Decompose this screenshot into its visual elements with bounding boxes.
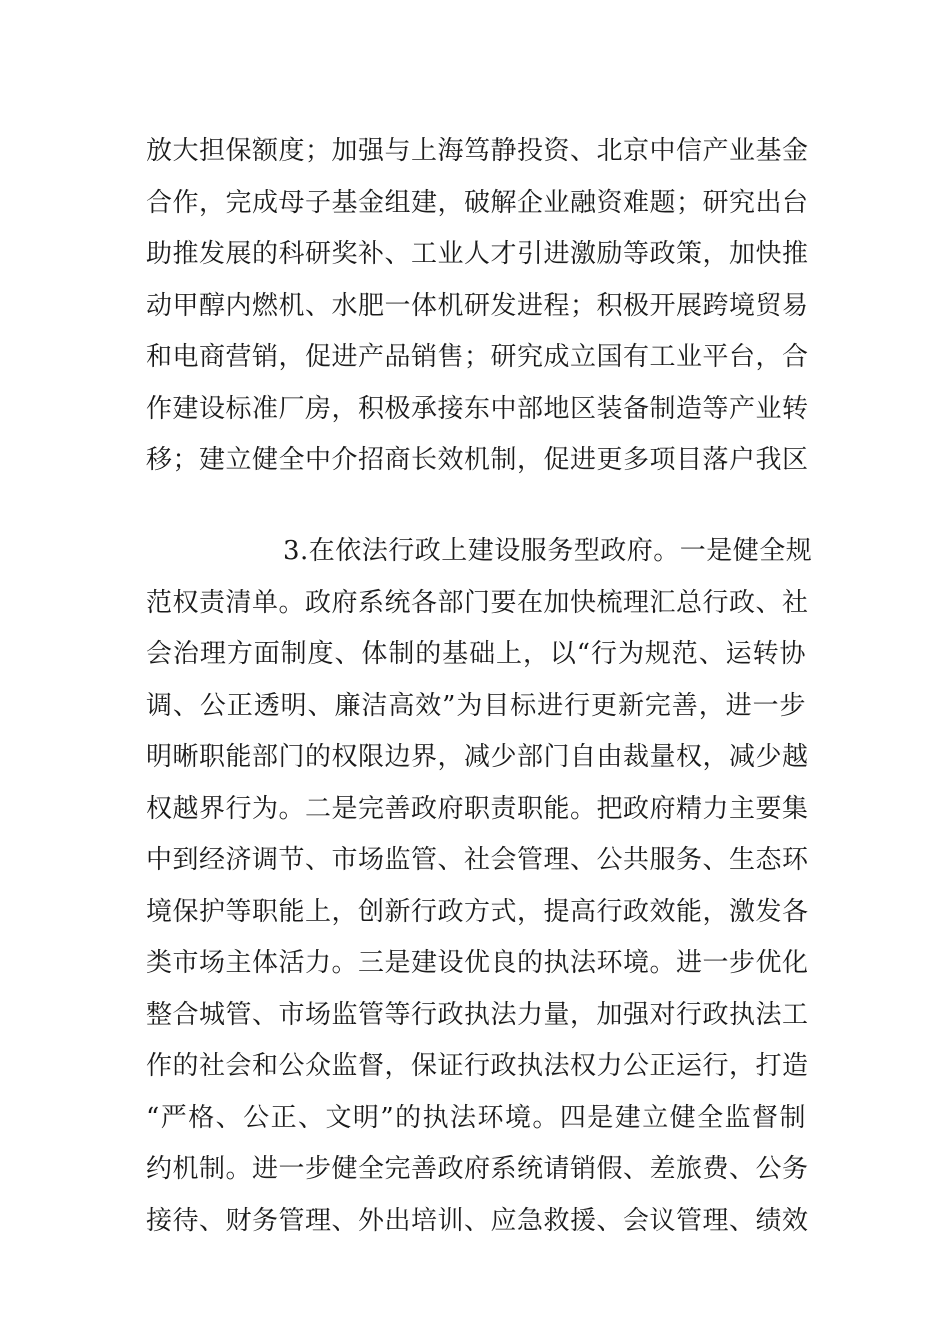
paragraph-1-line-4: 动甲醇内燃机、水肥一体机研发进程；积极开展跨境贸易: [146, 291, 809, 321]
paragraph-1-line-1: 放大担保额度；加强与上海笃静投资、北京中信产业基金: [146, 136, 809, 166]
paragraph-1-line-5: 和电商营销，促进产品销售；研究成立国有工业平台，合: [146, 342, 809, 372]
paragraph-2-line-7: 中到经济调节、市场监管、社会管理、公共服务、生态环: [146, 845, 809, 875]
paragraph-2-line-12: “严格、公正、文明”的执法环境。四是建立健全监督制: [146, 1103, 806, 1133]
paragraph-2-line-14: 接待、财务管理、外出培训、应急救援、会议管理、绩效: [146, 1206, 809, 1236]
paragraph-2-line-9: 类市场主体活力。三是建设优良的执法环境。进一步优化: [146, 948, 809, 978]
paragraph-1-line-7: 移；建立健全中介招商长效机制，促进更多项目落户我区: [146, 445, 809, 475]
paragraph-2-line-13: 约机制。进一步健全完善政府系统请销假、差旅费、公务: [146, 1154, 809, 1184]
paragraph-1-line-6: 作建设标准厂房，积极承接东中部地区装备制造等产业转: [146, 394, 809, 424]
paragraph-2-line-4: 调、公正透明、廉洁高效”为目标进行更新完善，进一步: [146, 691, 806, 721]
paragraph-2-line-10: 整合城管、市场监管等行政执法力量，加强对行政执法工: [146, 1000, 809, 1030]
paragraph-2-line-2: 范权责清单。政府系统各部门要在加快梳理汇总行政、社: [146, 588, 809, 618]
paragraph-2-line-1: 3.在依法行政上建设服务型政府。一是健全规: [283, 536, 813, 566]
paragraph-1-line-2: 合作，完成母子基金组建，破解企业融资难题；研究出台: [146, 188, 809, 218]
paragraph-2-line-3: 会治理方面制度、体制的基础上，以“行为规范、运转协: [146, 639, 806, 669]
paragraph-2-line-6: 权越界行为。二是完善政府职责职能。把政府精力主要集: [146, 794, 809, 824]
paragraph-2-line-8: 境保护等职能上，创新行政方式，提高行政效能，激发各: [146, 897, 809, 927]
paragraph-2-line-11: 作的社会和公众监督，保证行政执法权力公正运行，打造: [146, 1051, 809, 1081]
paragraph-1-line-3: 助推发展的科研奖补、工业人才引进激励等政策，加快推: [146, 239, 809, 269]
paragraph-2-line-5: 明晰职能部门的权限边界，减少部门自由裁量权，减少越: [146, 742, 809, 772]
